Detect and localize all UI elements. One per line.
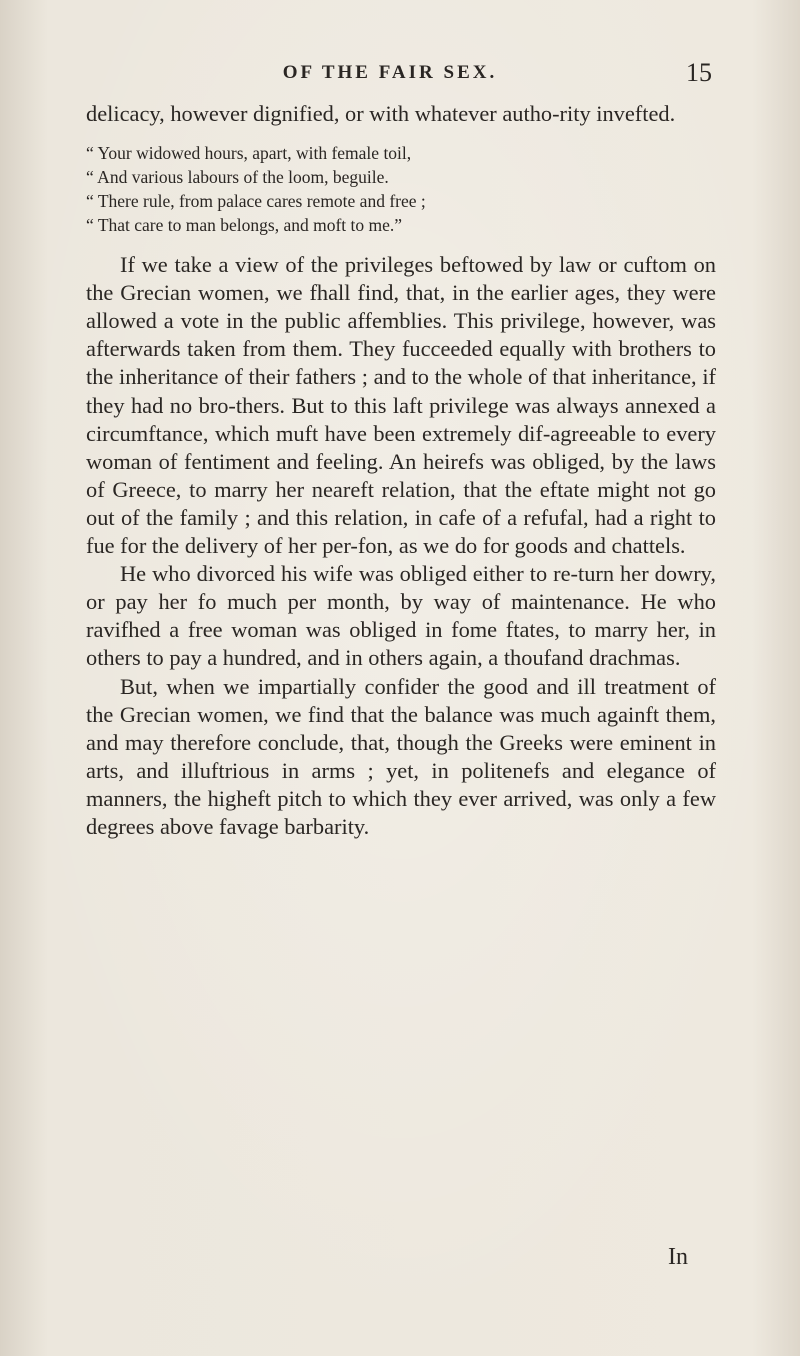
paragraph-privileges: If we take a view of the privileges beftowed by law or cuftom on the Grecian women, we fhall find, that, in the earlier ages, they were allowed a vote in the public affemblies. This privilege, however, was afterwards taken from them. They fucceeded equally with brothers to the inheritance of their fathers ; and to the whole of that inheritance, if they had no bro-thers. But to this laft privilege was always annexed a circumftance, which muft have been extremely dif-agreeable to every woman of fentiment and feeling. An heirefs was obliged, by the laws of Greece, to marry her neareft relation, that the eftate might not go out of the family ; and this relation, in cafe of a refufal, had a right to fue for the delivery of her per-fon, as we do for goods and chattels. bbox=[86, 252, 716, 559]
verse-line: “ Your widowed hours, apart, with female toil, bbox=[86, 143, 412, 164]
paragraph-divorce: He who divorced his wife was obliged either to re-turn her dowry, or pay her fo much per month, by way of maintenance. He who ravifhed a free woman was obliged in fome ftates, to marry her, in others to pay a hundred, and in others again, a thoufand drachmas. bbox=[86, 561, 716, 671]
verse-line: “ And various labours of the loom, beguile. bbox=[86, 167, 389, 188]
verse-line: “ That care to man belongs, and moft to me.” bbox=[86, 215, 403, 236]
verse-line: “ There rule, from palace cares remote and free ; bbox=[86, 191, 426, 212]
verse-quotation bbox=[86, 141, 716, 237]
body-text bbox=[86, 100, 716, 841]
opening-paragraph: delicacy, however dignified, or with whatever autho-rity invefted. bbox=[86, 101, 676, 126]
page-header bbox=[0, 58, 800, 92]
catchword: In bbox=[668, 1244, 688, 1270]
paragraph-conclusion: But, when we impartially confider the good and ill treatment of the Grecian women, we find that the balance was much againft them, and may therefore conclude, that, though the Greeks were eminent in arts, and illuftrious in arms ; yet, in politenefs and elegance of manners, the higheft pitch to which they ever arrived, was only a few degrees above favage barbarity. bbox=[86, 673, 716, 839]
page-number: 15 bbox=[686, 58, 712, 87]
running-title: OF THE FAIR SEX. bbox=[282, 62, 498, 83]
